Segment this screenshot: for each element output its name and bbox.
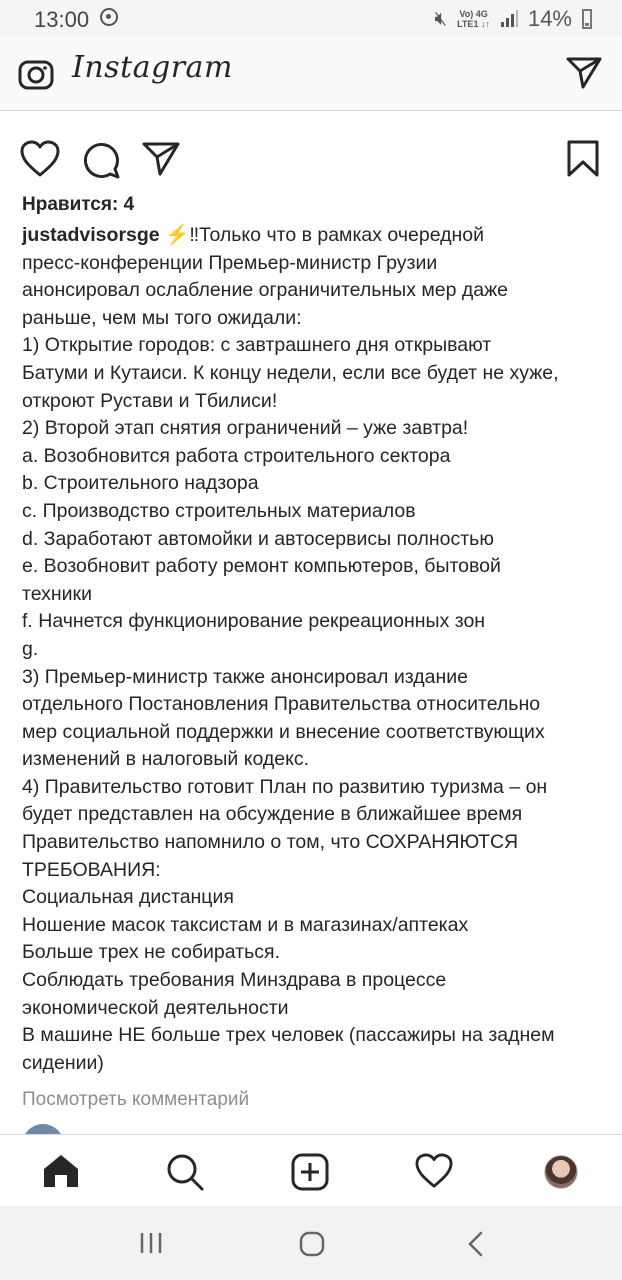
camera-icon[interactable] xyxy=(18,58,54,90)
caption-line: раньше, чем мы того ожидали: xyxy=(22,306,302,329)
caption-line: изменений в налоговый кодекс. xyxy=(22,748,310,771)
status-bar xyxy=(0,0,622,36)
new-post-icon[interactable] xyxy=(291,1153,329,1191)
caption-line: пресс-конференции Премьер-министр Грузии xyxy=(22,251,438,274)
caption-first-line xyxy=(22,222,604,250)
caption-line: Ношение масок таксистам и в магазинах/аптеках xyxy=(22,913,469,936)
bookmark-icon[interactable] xyxy=(566,140,600,178)
caption-line: анонсировал ослабление ограничительных мер даже xyxy=(22,279,508,302)
status-time: 13:00 xyxy=(34,7,90,32)
signal-icon xyxy=(500,10,518,28)
search-icon[interactable] xyxy=(166,1153,204,1191)
direct-message-icon[interactable] xyxy=(566,56,602,90)
bottom-tab-bar xyxy=(0,1134,622,1207)
activity-heart-icon[interactable] xyxy=(415,1153,453,1189)
app-bar xyxy=(0,36,622,111)
network-bottom: LTE1 ↓↑ xyxy=(457,19,490,29)
battery-percent: 14% xyxy=(527,6,572,31)
comment-icon[interactable] xyxy=(82,141,120,179)
caption-line: e. Возобновит работу ремонт компьютеров, бытовой xyxy=(22,555,501,578)
home-icon[interactable] xyxy=(42,1153,80,1189)
caption-line: ТРЕБОВАНИЯ: xyxy=(22,858,161,881)
caption-line: b. Строительного надзора xyxy=(22,472,259,495)
caption-line: d. Заработают автомойки и автосервисы полностью xyxy=(22,527,494,550)
caption-line: будет представлен на обсуждение в ближайшее время xyxy=(22,803,523,826)
caption-line: 1) Открытие городов: с завтрашнего дня открывают xyxy=(22,334,492,357)
profile-avatar[interactable] xyxy=(544,1155,578,1189)
caption-text: ⚡‼Только что в рамках очередной xyxy=(159,224,484,246)
caption-lines xyxy=(22,250,604,1078)
status-icons xyxy=(435,6,593,32)
network-indicator xyxy=(457,9,490,29)
caption-line: g. xyxy=(22,637,39,660)
caption-line: Соблюдать требования Минздрава в процессе xyxy=(22,969,447,992)
caption-line: f. Начнется функционирование рекреационных зон xyxy=(22,610,486,633)
app-title: Instagram xyxy=(72,50,233,85)
post-actions xyxy=(0,140,622,180)
view-comments-link[interactable]: Посмотреть комментарий xyxy=(22,1089,250,1110)
caption-line: техники xyxy=(22,582,92,605)
caption-line: экономической деятельности xyxy=(22,996,289,1019)
post-caption xyxy=(22,222,604,1077)
caption-line: a. Возобновится работа строительного сектора xyxy=(22,444,451,467)
mute-icon: 🔇︎ xyxy=(434,7,448,30)
caption-line: 3) Премьер-министр также анонсировал издание xyxy=(22,665,468,688)
caption-line: сидении) xyxy=(22,1051,104,1074)
caption-line: В машине НЕ больше трех человек (пассажиры на заднем xyxy=(22,1024,555,1047)
recent-apps-icon[interactable] xyxy=(138,1230,164,1256)
caption-line: c. Производство строительных материалов xyxy=(22,499,416,522)
caption-line: Больше трех не собираться. xyxy=(22,941,281,964)
home-button-icon[interactable] xyxy=(298,1230,326,1258)
caption-line: 2) Второй этап снятия ограничений – уже завтра! xyxy=(22,417,469,440)
back-icon[interactable] xyxy=(464,1230,488,1258)
caption-line: Правительство напомнило о том, что СОХРАНЯЮТСЯ xyxy=(22,831,519,854)
sync-icon xyxy=(100,8,118,26)
likes-count[interactable]: Нравится: 4 xyxy=(22,194,135,215)
battery-icon xyxy=(582,9,592,29)
share-icon[interactable] xyxy=(142,141,180,177)
system-nav-bar xyxy=(0,1206,622,1280)
caption-line: мер социальной поддержки и внесение соответствующих xyxy=(22,720,545,743)
like-heart-icon[interactable] xyxy=(20,140,60,178)
username-link[interactable]: justadvisorsge xyxy=(22,224,160,246)
caption-line: откроют Рустави и Тбилиси! xyxy=(22,389,278,412)
caption-line: Батуми и Кутаиси. К концу недели, если все будет не хуже, xyxy=(22,361,559,384)
caption-line: 4) Правительство готовит План по развитию туризма – он xyxy=(22,775,548,798)
caption-line: отдельного Постановления Правительства относительно xyxy=(22,693,541,716)
caption-line: Социальная дистанция xyxy=(22,886,234,909)
network-top: Vo) 4G xyxy=(459,9,488,19)
